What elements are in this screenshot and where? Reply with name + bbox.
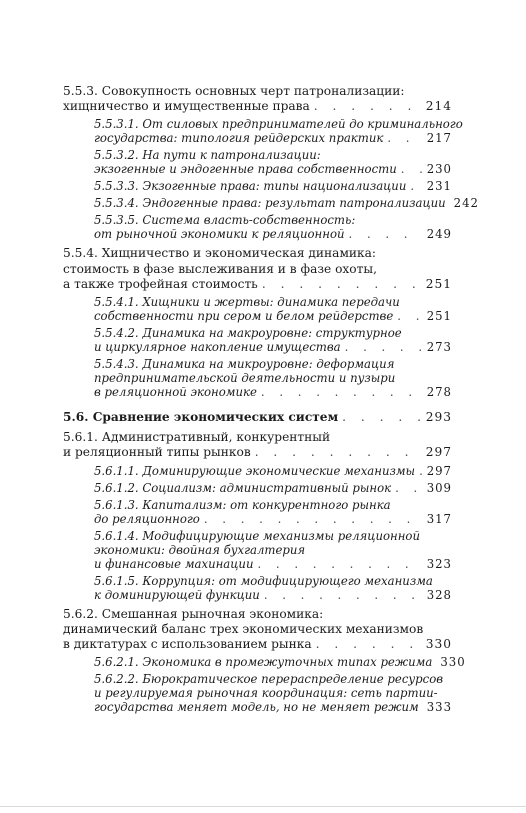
toc-subsubsection-entry[interactable] <box>94 464 452 478</box>
toc-subsubsection-entry[interactable] <box>94 498 452 526</box>
toc-page-number: 330 <box>425 637 452 652</box>
toc-entry-title-line: а также трофейная стоимость <box>63 276 258 291</box>
dot-leader <box>257 557 422 571</box>
toc-entry-title-line: динамический баланс трех экономических механизмов <box>63 621 424 636</box>
toc-subsubsection-entry[interactable] <box>94 672 452 714</box>
toc-page-number: 333 <box>426 700 453 715</box>
toc-page-number: 317 <box>426 511 452 526</box>
toc-subsection-entry[interactable] <box>63 246 452 292</box>
dot-leader <box>342 410 422 425</box>
toc-entry-title-line: и регулируемая рыночная координация: сеть партии- <box>94 686 438 701</box>
toc-page-number: 309 <box>426 480 452 495</box>
toc-entry-title-line: 5.5.3.3. Экзогенные права: типы национализации <box>94 179 407 194</box>
dot-leader <box>262 277 422 292</box>
toc-subsubsection-entry[interactable] <box>94 326 452 354</box>
toc-entry-title-line: и циркулярное накопление имущества <box>94 340 341 355</box>
toc-entry-title-line: 5.6.1.2. Социализм: административный рынок <box>94 480 392 495</box>
toc-entry-title-line: в реляционной экономике <box>94 385 257 400</box>
toc-entry-title-line: до реляционного <box>94 511 200 526</box>
toc-page-number: 330 <box>440 655 466 670</box>
toc-page-number: 217 <box>426 131 452 146</box>
toc-entry-title-line: экономики: двойная бухгалтерия <box>94 542 306 557</box>
toc-subsection-entry[interactable] <box>63 607 452 653</box>
toc-entry-title-line: 5.5.3.5. Система власть-собственность: <box>94 213 356 228</box>
toc-page-number: 214 <box>425 99 452 114</box>
toc-subsubsection-entry[interactable] <box>94 655 466 670</box>
toc-entry-title-line: 5.5.3.1. От силовых предпринимателей до криминального <box>94 117 463 132</box>
toc-subsubsection-entry[interactable] <box>94 213 452 241</box>
toc-subsubsection-entry[interactable] <box>94 357 452 399</box>
toc-entry-title-line: 5.5.4.1. Хищники и жертвы: динамика передачи <box>94 295 400 310</box>
dot-leader <box>314 99 422 114</box>
toc-entry-title-line: государства: типология рейдерских практик <box>94 131 384 146</box>
toc-section-entry[interactable] <box>63 410 452 425</box>
toc-page-number: 328 <box>426 587 452 602</box>
toc-entry-title-line: 5.5.3. Совокупность основных черт патронализации: <box>63 84 405 98</box>
toc-entry-title-line: 5.6. Сравнение экономических систем <box>63 410 339 425</box>
toc-page-number: 297 <box>425 445 452 460</box>
toc-entry-title-line: 5.5.4. Хищничество и экономическая динамика: <box>63 246 377 261</box>
toc-entry-title-line: предпринимательской деятельности и пузыри <box>94 371 396 386</box>
toc-subsubsection-entry[interactable] <box>94 574 452 602</box>
toc-page-number: 251 <box>426 309 452 324</box>
toc-entry-title-line: хищничество и имущественные права <box>63 99 310 114</box>
dot-leader <box>264 588 423 602</box>
toc-entry-title-line: 5.6.2.2. Бюрократическое перераспределение ресурсов <box>94 672 444 687</box>
toc-subsection-entry[interactable] <box>63 84 452 114</box>
toc-page-number: 278 <box>426 385 452 400</box>
toc-subsection-entry[interactable] <box>63 430 452 460</box>
toc-entry-title-line: 5.6.1.4. Модифицирующие механизмы реляционной <box>94 528 420 543</box>
dot-leader <box>397 309 422 323</box>
toc-entry-title-line: в диктатурах с использованием рынка <box>63 637 312 652</box>
toc-page-number: 230 <box>426 162 452 177</box>
toc-page-number: 242 <box>453 196 479 211</box>
dot-leader <box>419 464 423 478</box>
toc-subsubsection-entry[interactable] <box>94 481 452 495</box>
toc-page-number: 273 <box>426 340 452 355</box>
toc-page-number: 231 <box>426 179 452 194</box>
toc-entry-title-line: 5.5.3.4. Эндогенные права: результат патронализации <box>94 196 446 211</box>
toc-entry-title-line: собственности при сером и белом рейдерстве <box>94 309 394 324</box>
toc-page-number: 323 <box>426 556 452 571</box>
toc-entry-title-line: 5.6.1.5. Коррупция: от модифицирующего механизма <box>94 573 433 588</box>
toc-entry-title-line: государства меняет модель, но не меняет режим <box>94 700 419 715</box>
table-of-contents <box>63 84 479 715</box>
dot-leader <box>345 340 423 354</box>
toc-entry-title-line: 5.6.2.1. Экономика в промежуточных типах режима <box>94 655 433 670</box>
toc-page-number: 249 <box>426 227 452 242</box>
toc-entry-title-line: 5.6.1. Административный, конкурентный <box>63 430 331 445</box>
dot-leader <box>410 179 422 193</box>
toc-subsubsection-entry[interactable] <box>94 148 452 176</box>
toc-entry-title-line: 5.5.4.2. Динамика на макроуровне: структурное <box>94 326 402 341</box>
toc-entry-title-line: и финансовые махинации <box>94 556 254 571</box>
toc-subsubsection-entry[interactable] <box>94 529 452 571</box>
toc-page-number: 297 <box>426 463 452 478</box>
toc-entry-title-line: стоимость в фазе выслеживания и в фазе охоты, <box>63 261 377 276</box>
toc-subsubsection-entry[interactable] <box>94 179 452 193</box>
dot-leader <box>261 385 423 399</box>
toc-entry-title-line: от рыночной экономики к реляционной <box>94 227 345 242</box>
toc-entry-title-line: экзогенные и эндогенные права собственности <box>94 162 397 177</box>
page-bottom-rule <box>0 806 526 807</box>
toc-entry-title-line: и реляционный типы рынков <box>63 445 251 460</box>
toc-subsubsection-entry[interactable] <box>94 295 452 323</box>
toc-entry-title-line: 5.6.2. Смешанная рыночная экономика: <box>63 606 324 621</box>
dot-leader <box>316 637 422 652</box>
dot-leader <box>349 227 423 241</box>
toc-entry-title-line: 5.6.1.3. Капитализм: от конкурентного рынка <box>94 497 391 512</box>
toc-entry-title-line: к доминирующей функции <box>94 587 260 602</box>
toc-subsubsection-entry[interactable] <box>94 117 463 146</box>
toc-page-number: 251 <box>425 276 452 291</box>
dot-leader <box>401 162 423 176</box>
toc-entry-title-line: 5.5.3.2. На пути к патронализации: <box>94 148 321 163</box>
dot-leader <box>204 512 423 526</box>
toc-page-number: 293 <box>425 410 452 425</box>
toc-entry-title-line: 5.6.1.1. Доминирующие экономические механизмы <box>94 463 416 478</box>
toc-entry-title-line: 5.5.4.3. Динамика на микроуровне: деформация <box>94 357 395 372</box>
toc-subsubsection-entry[interactable] <box>94 196 479 211</box>
dot-leader <box>395 481 423 495</box>
dot-leader <box>255 445 422 460</box>
dot-leader <box>387 131 422 145</box>
